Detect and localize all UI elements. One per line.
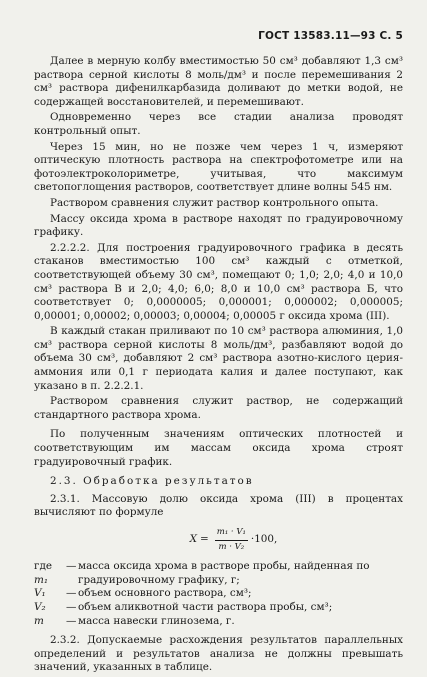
page-header: ГОСТ 13583.11—93 С. 5 <box>258 30 403 42</box>
section-heading: 2.3. Обработка результатов <box>50 475 254 488</box>
paragraph-2-3-2: 2.3.2. Допускаемые расхождения результатов параллельных определений и результатов анализа не должны превышать значений, указанных в таблице. <box>34 634 403 674</box>
where-symbol: m <box>34 614 44 627</box>
paragraph-each-beaker: В каждый стакан приливают по 10 см³ раствора алюминия, 1,0 см³ раствора серной кислоты 8 моль/дм³, разбавляют водой до объема 30 см³, добавляют 2 см³ раствора азотно-кислого церия-аммония или 0,1 г периодата калия и далее поступают, как указано в п. 2.2.2.1. <box>34 325 403 392</box>
where-dash: — <box>66 614 77 627</box>
where-item <box>34 560 403 587</box>
paragraph-reference-no-chromium: Раствором сравнения служит раствор, не содержащий стандартного раствора хрома. <box>34 395 403 421</box>
where-text: объем основного раствора, см³; <box>78 587 252 600</box>
where-list <box>34 560 403 628</box>
paragraph-control-experiment: Одновременно через все стадии анализа проводят контрольный опыт. <box>34 111 403 137</box>
where-symbol: V₁ <box>34 587 46 600</box>
formula-lhs: X <box>189 533 198 546</box>
where-item <box>34 601 403 615</box>
where-text: масса навески глинозема, г. <box>78 614 235 627</box>
where-lead-word: где <box>34 560 52 573</box>
where-symbol: m₁ <box>34 573 49 586</box>
page-body <box>34 55 403 677</box>
where-text: объем аликвотной части раствора пробы, см³; <box>78 600 333 613</box>
where-dash: — <box>66 560 77 573</box>
paragraph-2-3-1: 2.3.1. Массовую долю оксида хрома (III) в процентах вычисляют по формуле <box>34 492 403 519</box>
where-symbol: V₂ <box>34 600 46 613</box>
formula <box>64 526 403 554</box>
where-dash: — <box>66 587 77 600</box>
formula-equals: = <box>200 533 209 546</box>
paragraph-mass-from-graph: Массу оксида хрома в растворе находят по градуировочному графику. <box>34 212 403 239</box>
paragraph-reference-solution: Раствором сравнения служит раствор контрольного опыта. <box>50 196 379 209</box>
paragraph-calibration-graph: По полученным значениям оптических плотностей и соответствующим им массам оксида хрома строят градуировочный график. <box>34 428 403 468</box>
formula-fraction <box>215 526 248 554</box>
where-text: масса оксида хрома в растворе пробы, найденная по градуировочному графику, г; <box>78 560 370 586</box>
formula-denominator: m · V₂ <box>218 541 245 552</box>
paragraph-measuring-flask: Далее в мерную колбу вместимостью 50 см³ добавляют 1,3 см³ раствора серной кислоты 8 моль/дм³ и после перемешивания 2 см³ раствора дифенилкарбазида доливают до метки водой, не содержащей восстановителей, и перемешивают. <box>34 55 403 108</box>
formula-numerator: m₁ · V₁ <box>215 526 248 541</box>
where-lead <box>34 560 66 587</box>
where-item <box>34 615 403 629</box>
formula-factor: ·100, <box>250 533 278 546</box>
paragraph-optical-density: Через 15 мин, но не позже чем через 1 ч, измеряют оптическую плотность раствора на спектрофотометре или на фотоэлектроколориметре, учитывая, что максимум светопоглощения растворов, соответствует длине волны 545 нм. <box>34 140 403 194</box>
where-item <box>34 587 403 601</box>
where-dash: — <box>66 600 77 613</box>
paragraph-2-2-2-2: 2.2.2.2. Для построения градуировочного графика в десять стаканов вместимостью 100 см³ каждый с отметкой, соответствующей объему 30 см³, помещают 0; 1,0; 2,0; 4,0 и 10,0 см³ раствора В и 2,0; 4,0; 6,0; 8,0 и 10,0 см³ раствора Б, что соответствует 0; 0,0000005; 0,000001; 0,000002; 0,000005; 0,00001; 0,00002; 0,00003; 0,00004; 0,00005 г оксида хрома (III). <box>34 241 403 322</box>
